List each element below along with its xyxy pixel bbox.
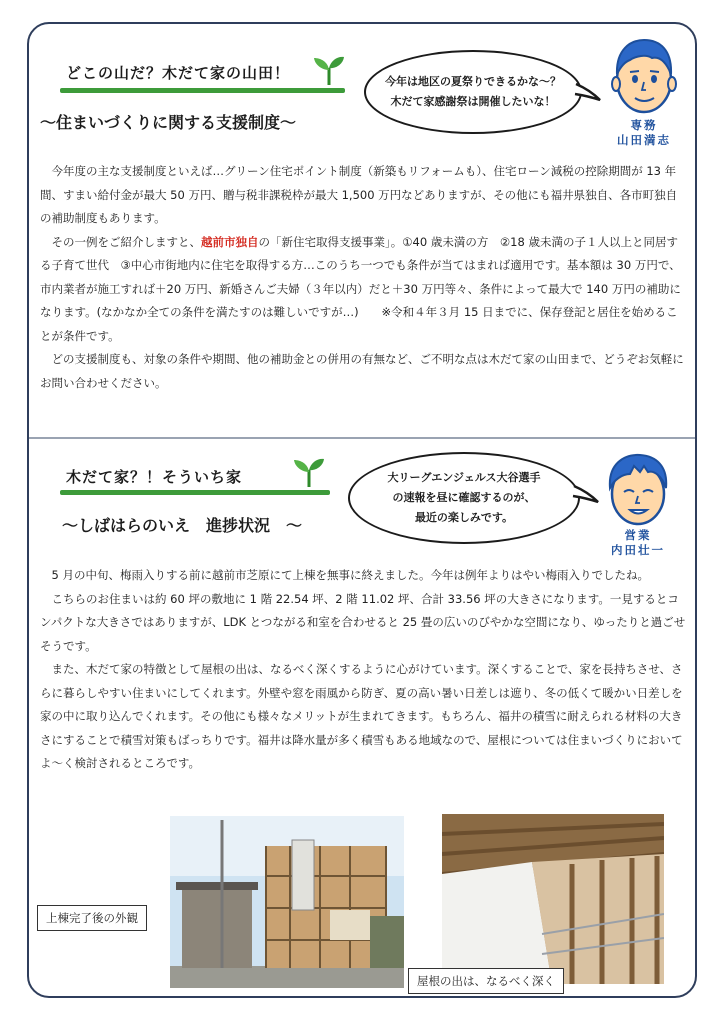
speech-bubble-yamada [364, 50, 582, 134]
section2-paragraph-2: こちらのお住まいは約 60 坪の敷地に 1 階 22.54 坪、2 階 11.02 坪、合計 33.56 坪の大きさになります。一見するとコンパクトな大きさではありますが、LDK とつながる和室を合わせると 25 畳の広いのびやかな空間になり、ゆったりと過ごせそうです。 [40, 591, 686, 653]
sprout-icon [292, 456, 326, 488]
person-role-yamada: 専務 [630, 118, 658, 132]
section2-body [40, 564, 688, 776]
person-name-yamada: 山田満志 [617, 133, 671, 147]
section2-title: 木だて家？！そういち家 [66, 468, 243, 486]
section1-title: どこの山だ？木だて家の山田！ [66, 64, 291, 82]
highlight-echizen: 越前市独自 [201, 234, 259, 249]
bubble-line: 大リーグエンジェルス大谷選手 [387, 471, 541, 484]
bubble-tail [574, 80, 602, 102]
person-role-uchida: 営業 [624, 528, 652, 542]
bubble-tail [572, 482, 600, 504]
avatar-yamada-icon [606, 34, 682, 118]
section1-title-underline [60, 88, 345, 93]
section1-paragraph-1: 今年度の主な支援制度といえば…グリーン住宅ポイント制度（新築もリフォームも）、住宅ローン減税の控除期間が 13 年間、すまい給付金が最大 50 万円、贈与税非課税枠が最大 1,500 万円などありますが、その他にも福井県独自、各市町独自の補助制度もあります。 [40, 164, 678, 225]
section2-paragraph-3: また、木だて家の特徴として屋根の出は、なるべく深くするように心がけています。深くすることで、家を長持ちさせ、さらに暮らしやすい住まいにしてくれます。外壁や窓を雨風から防ぎ、夏の高い暑い日差しは遮り、冬の低くて暖かい日差しを家の中に取り込んでくれます。その他にも様々なメリットが生まれてきます。もちろん、福井の積雪に耐えられる材料の大きさにすることで積雪対策もばっちりです。福井は降水量が多く積雪もある地域なので、屋根については住まいづくりにおいてよ～く検討されるところです。 [40, 662, 683, 770]
exterior-photo [170, 816, 404, 988]
speech-bubble-uchida [348, 452, 580, 544]
section2-title-underline [60, 490, 330, 495]
p2-post: の「新住宅取得支援事業」。①40 歳未満の方 ②18 歳未満の子１人以上と同居する子育て世代 ③中心市街地内に住宅を取得する方…このうち一つでも条件が当てはまれば適用です。基本額は 30 万円で、市内業者が施工すれば＋20 万円、新婚さんご夫婦（３年以内）だと＋30 万円等々、条件によって最大で 140 万円の補助になります。(なかなか全ての条件を満たすのは難しいですが…) ※令和４年３月 15 日までに、保存登記と居住を始めることが条件です。 [40, 234, 681, 343]
caption-exterior: 上棟完了後の外観 [37, 905, 147, 931]
section1-subtitle: ～住まいづくりに関する支援制度～ [40, 113, 297, 132]
p2-pre: その一例をご紹介しますと、 [51, 234, 201, 249]
section2-paragraph-1: 5 月の中旬、梅雨入りする前に越前市芝原にて上棟を無事に終えました。今年は例年よりはやい梅雨入りでしたね。 [51, 568, 649, 582]
section1-paragraph-3: どの支援制度も、対象の条件や期間、他の補助金との併用の有無など、ご不明な点は木だて家の山田まで、どうぞお気軽にお問い合わせください。 [40, 352, 684, 390]
avatar-uchida-icon [600, 450, 676, 530]
section1-body [40, 160, 688, 395]
bubble-line: 今年は地区の夏祭りできるかな～？ [385, 75, 561, 88]
sprout-icon [312, 54, 346, 86]
section1-paragraph-2 [40, 231, 688, 349]
eaves-photo [442, 814, 664, 984]
section-divider [29, 437, 695, 439]
bubble-line: の速報を昼に確認するのが、 [392, 491, 536, 504]
person-name-uchida: 内田壮一 [611, 543, 665, 557]
caption-eaves: 屋根の出は、なるべく深く [408, 968, 564, 994]
bubble-line: 木だて家感謝祭は開催したいな！ [390, 95, 556, 108]
bubble-line: 最近の楽しみです。 [414, 511, 514, 524]
section2-subtitle: ～しばはらのいえ 進捗状況 ～ [62, 516, 303, 535]
